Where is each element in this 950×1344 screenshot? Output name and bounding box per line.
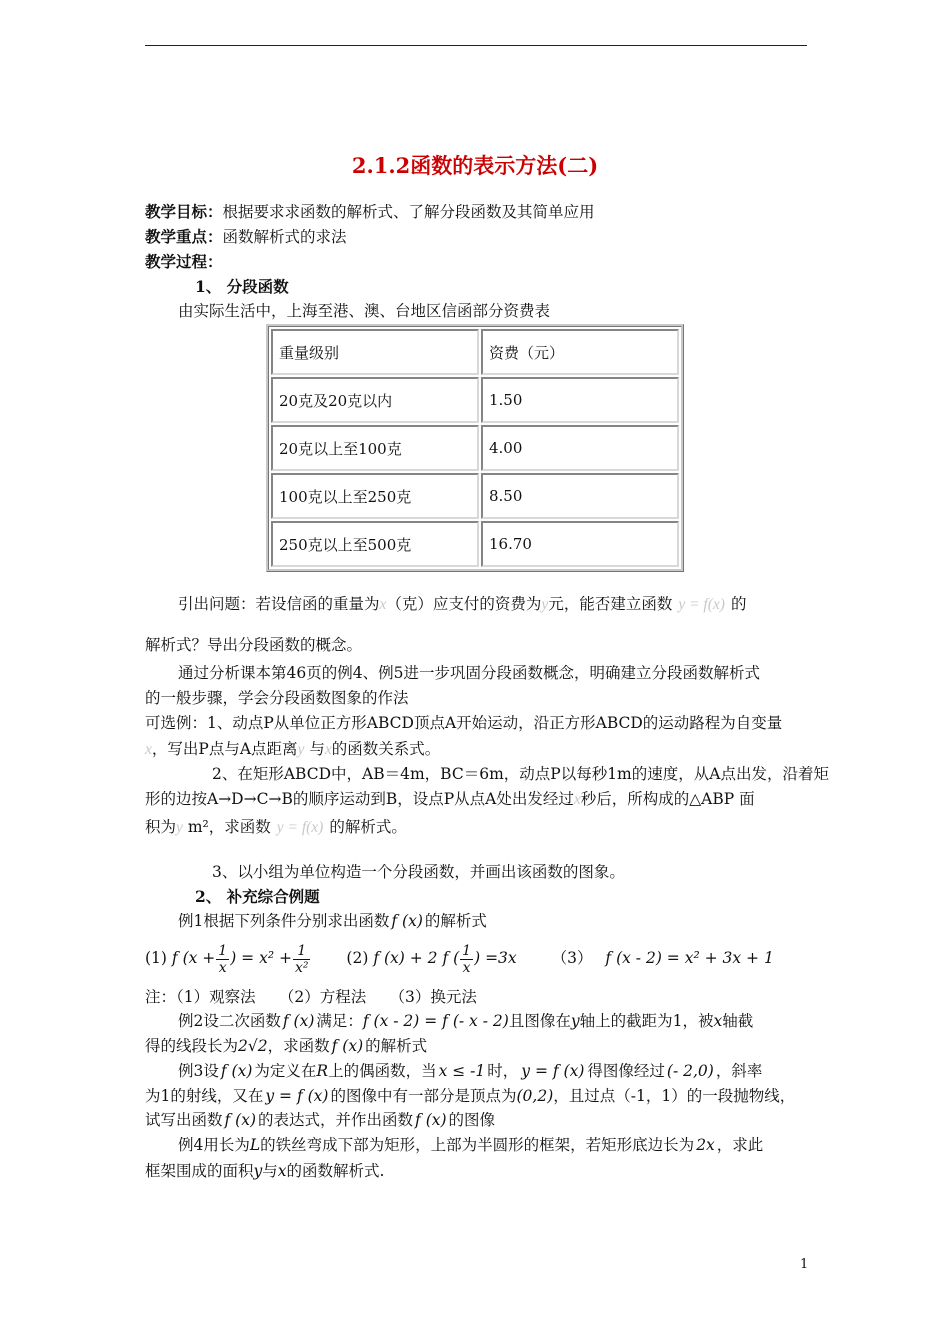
- method-note: 注：（1）观察法 （2）方程法 （3）换元法: [145, 988, 477, 1006]
- example-text: 例1根据下列条件分别求出函数: [178, 912, 390, 930]
- example3-line2: [145, 1085, 795, 1107]
- fraction: [293, 943, 311, 976]
- example4-line1: [178, 1134, 763, 1156]
- section2-heading: 2、 补充综合例题: [195, 887, 320, 906]
- example-text: 轴截: [722, 1012, 754, 1030]
- math-function: f (x): [224, 1111, 257, 1129]
- math-condition: x ≤ -1: [438, 1062, 486, 1080]
- math-x: x: [277, 1162, 287, 1180]
- question-text: 的: [730, 595, 747, 613]
- table-cell: 1.50: [481, 377, 679, 423]
- option-text: ，写出P点与A点距离: [151, 740, 298, 758]
- example4-line2: [145, 1160, 384, 1182]
- example-text: 的图像中有一部分是顶点为: [330, 1087, 517, 1105]
- example2-line2: [145, 1035, 427, 1057]
- table-cell: 20克以上至100克: [271, 425, 479, 471]
- option2-line1: 2、在矩形ABCD中，AB＝4m，BC＝6m，动点P以每秒1m的速度，从A点出发，沿着矩: [212, 765, 829, 783]
- question-text: 元，能否建立函数: [548, 595, 673, 613]
- example2-line1: [178, 1010, 753, 1032]
- analysis-line1: 通过分析课本第46页的例4、例5进一步巩固分段函数概念，明确建立分段函数解析式: [178, 664, 760, 682]
- math-x: x: [573, 791, 581, 808]
- math-function: f (x): [220, 1062, 253, 1080]
- example-text: 且图像在: [508, 1012, 571, 1030]
- math-R: R: [316, 1062, 329, 1080]
- example-text: 试写出函数: [145, 1111, 223, 1129]
- math-function: y = f(x): [276, 819, 324, 836]
- example-text: 的图像: [448, 1111, 496, 1129]
- example-text: 得的线段长为: [145, 1037, 239, 1055]
- page-title: 2.1.2函数的表示方法(二): [351, 153, 599, 178]
- math-2x: 2x: [696, 1136, 715, 1154]
- numerator: 1: [293, 943, 311, 960]
- table-cell: 250克以上至500克: [271, 521, 479, 567]
- math-value: 2√2: [238, 1037, 268, 1055]
- math-function: f (x): [415, 1111, 447, 1129]
- condition-2-expr: f (x) + 2 f (: [373, 949, 460, 967]
- table-row: [271, 425, 679, 471]
- example-text: 轴上的截距为1，被: [579, 1012, 714, 1030]
- table-cell: 16.70: [481, 521, 679, 567]
- teaching-focus: [145, 226, 347, 248]
- table-cell: 20克及20克以内: [271, 377, 479, 423]
- question-line2: 解析式？导出分段函数的概念。: [145, 636, 363, 654]
- option-text: 的函数关系式。: [331, 740, 441, 758]
- postage-table: [266, 324, 684, 572]
- analysis-line2: 的一般步骤，学会分段函数图象的作法: [145, 689, 409, 707]
- header-rule: [145, 45, 807, 46]
- math-function: f (x): [391, 912, 423, 930]
- example-text: 框架围成的面积: [145, 1162, 254, 1180]
- table-header-cell: 重量级别: [271, 329, 479, 375]
- question-text: （克）应支付的资费为: [386, 595, 542, 613]
- numerator: 1: [462, 942, 472, 959]
- option-text: 与: [304, 740, 325, 758]
- example-text: ，且过点（-1，1）的一段抛物线，: [553, 1087, 796, 1105]
- example-text: 时，: [487, 1062, 519, 1080]
- example1-conditions: [145, 938, 774, 978]
- teaching-goal: [145, 201, 595, 223]
- option-text: 秒后，所构成的△ABP 面: [580, 790, 755, 808]
- focus-label: 教学重点：: [145, 227, 223, 246]
- math-y: y: [570, 1012, 580, 1030]
- example-text: 上的偶函数，当: [328, 1062, 437, 1080]
- math-equation: f (x - 2) = f (- x - 2): [362, 1012, 509, 1030]
- fraction: [460, 943, 473, 976]
- question-text: 引出问题：若设信函的重量为: [178, 595, 380, 613]
- table-header-row: [271, 329, 679, 375]
- goal-text: 根据要求求函数的解析式、了解分段函数及其简单应用: [222, 203, 595, 221]
- math-x: x: [713, 1012, 723, 1030]
- math-x: x: [145, 741, 152, 758]
- table-header-cell: 资费（元）: [481, 329, 679, 375]
- example-text: 例3设: [178, 1062, 219, 1080]
- condition-label: (2): [346, 949, 369, 967]
- math-L: L: [249, 1136, 261, 1154]
- condition-label: (1): [145, 949, 167, 967]
- option3: 3、以小组为单位构造一个分段函数，并画出该函数的图象。: [212, 863, 625, 881]
- math-y: y: [176, 819, 183, 836]
- table-cell: 100克以上至250克: [271, 473, 479, 519]
- example-text: 与: [262, 1162, 278, 1180]
- denominator: x: [218, 959, 227, 976]
- example-text: 为1的射线，又在: [145, 1087, 264, 1105]
- math-function: y = f(x): [678, 596, 725, 613]
- table-row: [271, 377, 679, 423]
- question-line1: [178, 593, 746, 616]
- example-text: 的解析式: [365, 1037, 428, 1055]
- example-text: 的函数解析式.: [286, 1162, 385, 1180]
- math-point: (- 2,0): [666, 1062, 714, 1080]
- table-row: [271, 521, 679, 567]
- example-text: 例2设二次函数: [178, 1012, 281, 1030]
- math-equation: y = f (x): [265, 1087, 329, 1105]
- example-text: ，斜率: [715, 1062, 763, 1080]
- page-number: 1: [800, 1257, 809, 1272]
- example-text: ，求此: [716, 1136, 764, 1154]
- math-equation: y = f (x): [521, 1062, 585, 1080]
- option-text: 的解析式。: [329, 818, 407, 836]
- denominator: x: [462, 959, 471, 976]
- goal-label: 教学目标：: [145, 202, 223, 221]
- example-text: 的表达式，并作出函数: [258, 1111, 414, 1129]
- denominator: x²: [294, 959, 309, 976]
- section1-heading: 1、 分段函数: [195, 277, 289, 296]
- table-cell: 4.00: [481, 425, 679, 471]
- table-cell: 8.50: [481, 473, 679, 519]
- section1-intro: 由实际生活中，上海至港、澳、台地区信函部分资费表: [178, 302, 551, 320]
- math-y: y: [541, 596, 549, 613]
- option-text: 积为: [145, 818, 177, 836]
- example-text: 为定义在: [254, 1062, 317, 1080]
- condition-3-expr: f (x - 2) = x² + 3x + 1: [605, 949, 774, 967]
- focus-text: 函数解析式的求法: [222, 228, 347, 246]
- math-function: f (x): [331, 1037, 364, 1055]
- example-text: ，求函数: [267, 1037, 330, 1055]
- numerator: 1: [218, 942, 228, 959]
- option1-line1: 可选例：1、动点P从单位正方形ABCD顶点A开始运动，沿正方形ABCD的运动路程为自变量: [145, 714, 783, 732]
- option2-line2: [145, 788, 755, 811]
- process-label: 教学过程：: [145, 252, 223, 271]
- table-row: [271, 473, 679, 519]
- condition-2-tail: ) =3x: [474, 949, 517, 967]
- example-text: 得图像经过: [587, 1062, 665, 1080]
- math-y: y: [297, 741, 305, 758]
- example-text: 的解析式: [424, 912, 487, 930]
- math-y: y: [253, 1162, 263, 1180]
- math-point: (0,2): [516, 1087, 554, 1105]
- option2-line3: [145, 816, 407, 839]
- fraction: [216, 943, 229, 976]
- example-text: 满足：: [316, 1012, 363, 1030]
- option1-line2: [145, 738, 440, 761]
- math-x: x: [324, 741, 332, 758]
- option-text: 形的边按A→D→C→B的顺序运动到B，设点P从点A处出发经过: [145, 790, 574, 808]
- math-x: x: [379, 596, 387, 613]
- example-text: 例4用长为: [178, 1136, 250, 1154]
- condition-label: （3）: [551, 949, 593, 967]
- example3-line1: [178, 1060, 762, 1082]
- example3-line3: [145, 1109, 495, 1131]
- example-text: 的铁丝弯成下部为矩形，上部为半圆形的框架，若矩形底边长为: [260, 1136, 695, 1154]
- math-function: f (x): [282, 1012, 315, 1030]
- option-text: m²，求函数: [182, 818, 271, 836]
- example1-lead: [178, 910, 487, 932]
- condition-1-expr: f (x + $\frac{1}{x}$ ) = x² + $\frac{1}{\text{x²}}$: [171, 942, 309, 976]
